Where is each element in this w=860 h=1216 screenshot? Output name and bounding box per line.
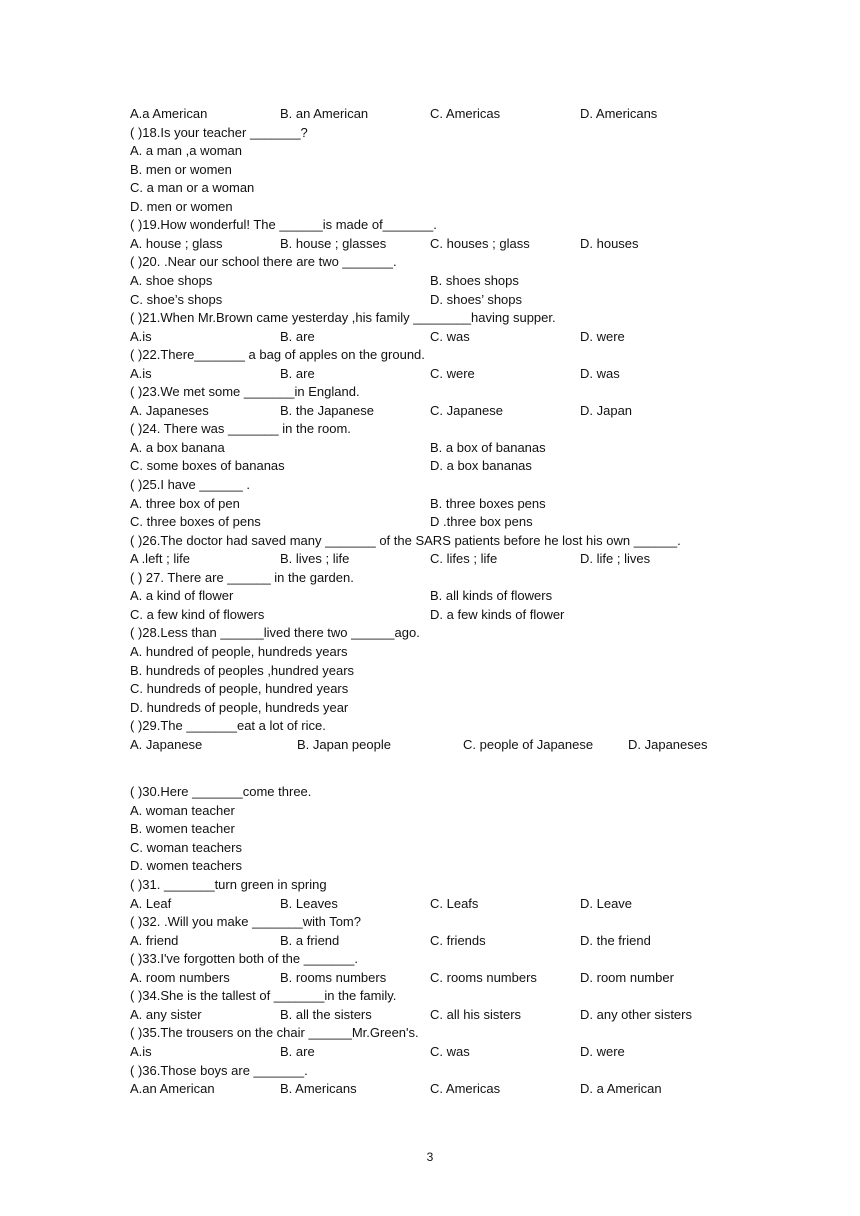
answer-option: D. were — [580, 1043, 625, 1059]
question-text: ( )19.How wonderful! The ______is made of_______. — [130, 217, 437, 233]
question-text: ( )29.The _______eat a lot of rice. — [130, 718, 326, 734]
answer-option: A. any sister — [130, 1006, 202, 1022]
answer-option: B. an American — [280, 106, 369, 121]
answer-option: B. are — [280, 1043, 315, 1059]
question-text: ( )36.Those boys are _______. — [130, 1062, 308, 1078]
answer-option: D. Japan — [580, 402, 633, 418]
answer-option: C. rooms numbers — [430, 969, 537, 985]
answer-option: B. rooms numbers — [280, 969, 387, 985]
answer-option: A. house ; glass — [130, 235, 223, 251]
question-text: ( )25.I have ______ . — [130, 477, 250, 492]
answer-option: D. houses — [580, 235, 639, 251]
answer-option: B. Leaves — [280, 895, 338, 911]
answer-option: B. men or women — [130, 161, 232, 177]
answer-option: A. woman teacher — [130, 802, 235, 818]
answer-option: D. shoes’ shops — [430, 291, 523, 307]
question-text: ( )20. .Near our school there are two _______. — [130, 254, 397, 270]
answer-option: C. woman teachers — [130, 839, 242, 855]
answer-option: A.is — [130, 365, 152, 381]
answer-option: B. house ; glasses — [280, 235, 387, 251]
answer-option: C. houses ; glass — [430, 235, 530, 251]
answer-option: C. were — [430, 365, 475, 381]
answer-option: C. a few kind of flowers — [130, 606, 265, 622]
question-text: ( )34.She is the tallest of _______in the family. — [130, 988, 397, 1004]
answer-option: C. some boxes of bananas — [130, 458, 285, 474]
answer-option: D. Americans — [580, 106, 658, 121]
answer-option: A. Japanese — [130, 736, 203, 752]
question-text: ( )33.I've forgotten both of the _______. — [130, 951, 358, 967]
answer-option: D. life ; lives — [580, 551, 651, 567]
answer-option: C. hundreds of people, hundred years — [130, 681, 349, 697]
answer-option: A. Japaneses — [130, 402, 209, 418]
answer-option: D .three box pens — [430, 514, 533, 530]
answer-option: D. a American — [580, 1081, 662, 1097]
answer-option: B. the Japanese — [280, 402, 374, 418]
answer-option: A. three box of pen — [130, 495, 240, 511]
question-text: ( )31. _______turn green in spring — [130, 877, 327, 892]
answer-option: A.an American — [130, 1081, 215, 1097]
answer-option: D. the friend — [580, 932, 651, 948]
answer-option: C. people of Japanese — [463, 736, 594, 752]
answer-option: A. hundred of people, hundreds years — [130, 643, 348, 659]
answer-option: C. was — [430, 1043, 470, 1059]
answer-option: A. shoe shops — [130, 272, 213, 288]
question-text: ( )28.Less than ______lived there two ______ago. — [130, 625, 420, 641]
answer-option: D. room number — [580, 969, 674, 985]
question-text: ( )35.The trousers on the chair ______Mr.Green's. — [130, 1025, 419, 1041]
answer-option: D. any other sisters — [580, 1006, 692, 1022]
answer-option: B. a friend — [280, 932, 340, 948]
answer-option: A. friend — [130, 932, 179, 948]
answer-option: D. were — [580, 328, 625, 344]
question-text: ( )21.When Mr.Brown came yesterday ,his family ________having supper. — [130, 310, 556, 326]
answer-option: C. Americas — [430, 106, 501, 121]
answer-option: C. three boxes of pens — [130, 514, 261, 530]
question-text: ( )30.Here _______come three. — [130, 784, 312, 800]
answer-option: A.is — [130, 328, 152, 344]
answer-option: A.is — [130, 1043, 152, 1059]
question-text: ( )23.We met some _______in England. — [130, 384, 360, 400]
answer-option: A .left ; life — [130, 551, 190, 567]
question-text: ( )24. There was _______ in the room. — [130, 421, 351, 437]
answer-option: B. three boxes pens — [430, 495, 546, 511]
answer-option: B. are — [280, 365, 315, 381]
question-text: ( )26.The doctor had saved many _______ of the SARS patients before he lost his own ______. — [130, 532, 681, 548]
answer-option: C. was — [430, 328, 470, 344]
page-number: 3 — [426, 1150, 434, 1164]
answer-option: A. Leaf — [130, 895, 172, 911]
answer-option: A. a man ,a woman — [130, 143, 242, 159]
answer-option: D. a box bananas — [430, 458, 532, 474]
answer-option: B. are — [280, 328, 315, 344]
answer-option: D. hundreds of people, hundreds year — [130, 699, 349, 715]
answer-option: C. all his sisters — [430, 1006, 522, 1022]
answer-option: B. hundreds of peoples ,hundred years — [130, 662, 355, 678]
answer-option: B. shoes shops — [430, 272, 519, 288]
question-text: ( )32. .Will you make _______with Tom? — [130, 914, 361, 930]
answer-option: B. Japan people — [297, 736, 391, 752]
answer-option: C. shoe’s shops — [130, 291, 223, 307]
answer-option: B. all kinds of flowers — [430, 588, 553, 604]
question-text: ( )18.Is your teacher _______? — [130, 124, 308, 140]
answer-option: D. men or women — [130, 198, 233, 214]
answer-option: B. women teacher — [130, 821, 235, 837]
answer-option: D. Leave — [580, 895, 633, 911]
answer-option: C. friends — [430, 932, 486, 948]
answer-option: A.a American — [130, 106, 208, 121]
answer-option: C. Americas — [430, 1081, 501, 1097]
answer-option: C. a man or a woman — [130, 180, 255, 196]
answer-option: B. a box of bananas — [430, 439, 546, 455]
answer-option: A. room numbers — [130, 969, 230, 985]
answer-option: C. Leafs — [430, 895, 479, 911]
answer-option: C. lifes ; life — [430, 551, 498, 567]
question-text: ( )22.There_______ a bag of apples on the ground. — [130, 347, 425, 363]
answer-option: D. a few kinds of flower — [430, 606, 565, 622]
answer-option: C. Japanese — [430, 402, 503, 418]
answer-option: B. Americans — [280, 1081, 357, 1097]
answer-option: D. women teachers — [130, 858, 242, 874]
question-text: ( ) 27. There are ______ in the garden. — [130, 569, 354, 585]
answer-option: A. a box banana — [130, 439, 225, 455]
answer-option: D. was — [580, 365, 620, 381]
answer-option: A. a kind of flower — [130, 588, 234, 604]
answer-option: B. lives ; life — [280, 551, 350, 567]
answer-option: B. all the sisters — [280, 1006, 372, 1022]
answer-option: D. Japaneses — [628, 736, 708, 752]
